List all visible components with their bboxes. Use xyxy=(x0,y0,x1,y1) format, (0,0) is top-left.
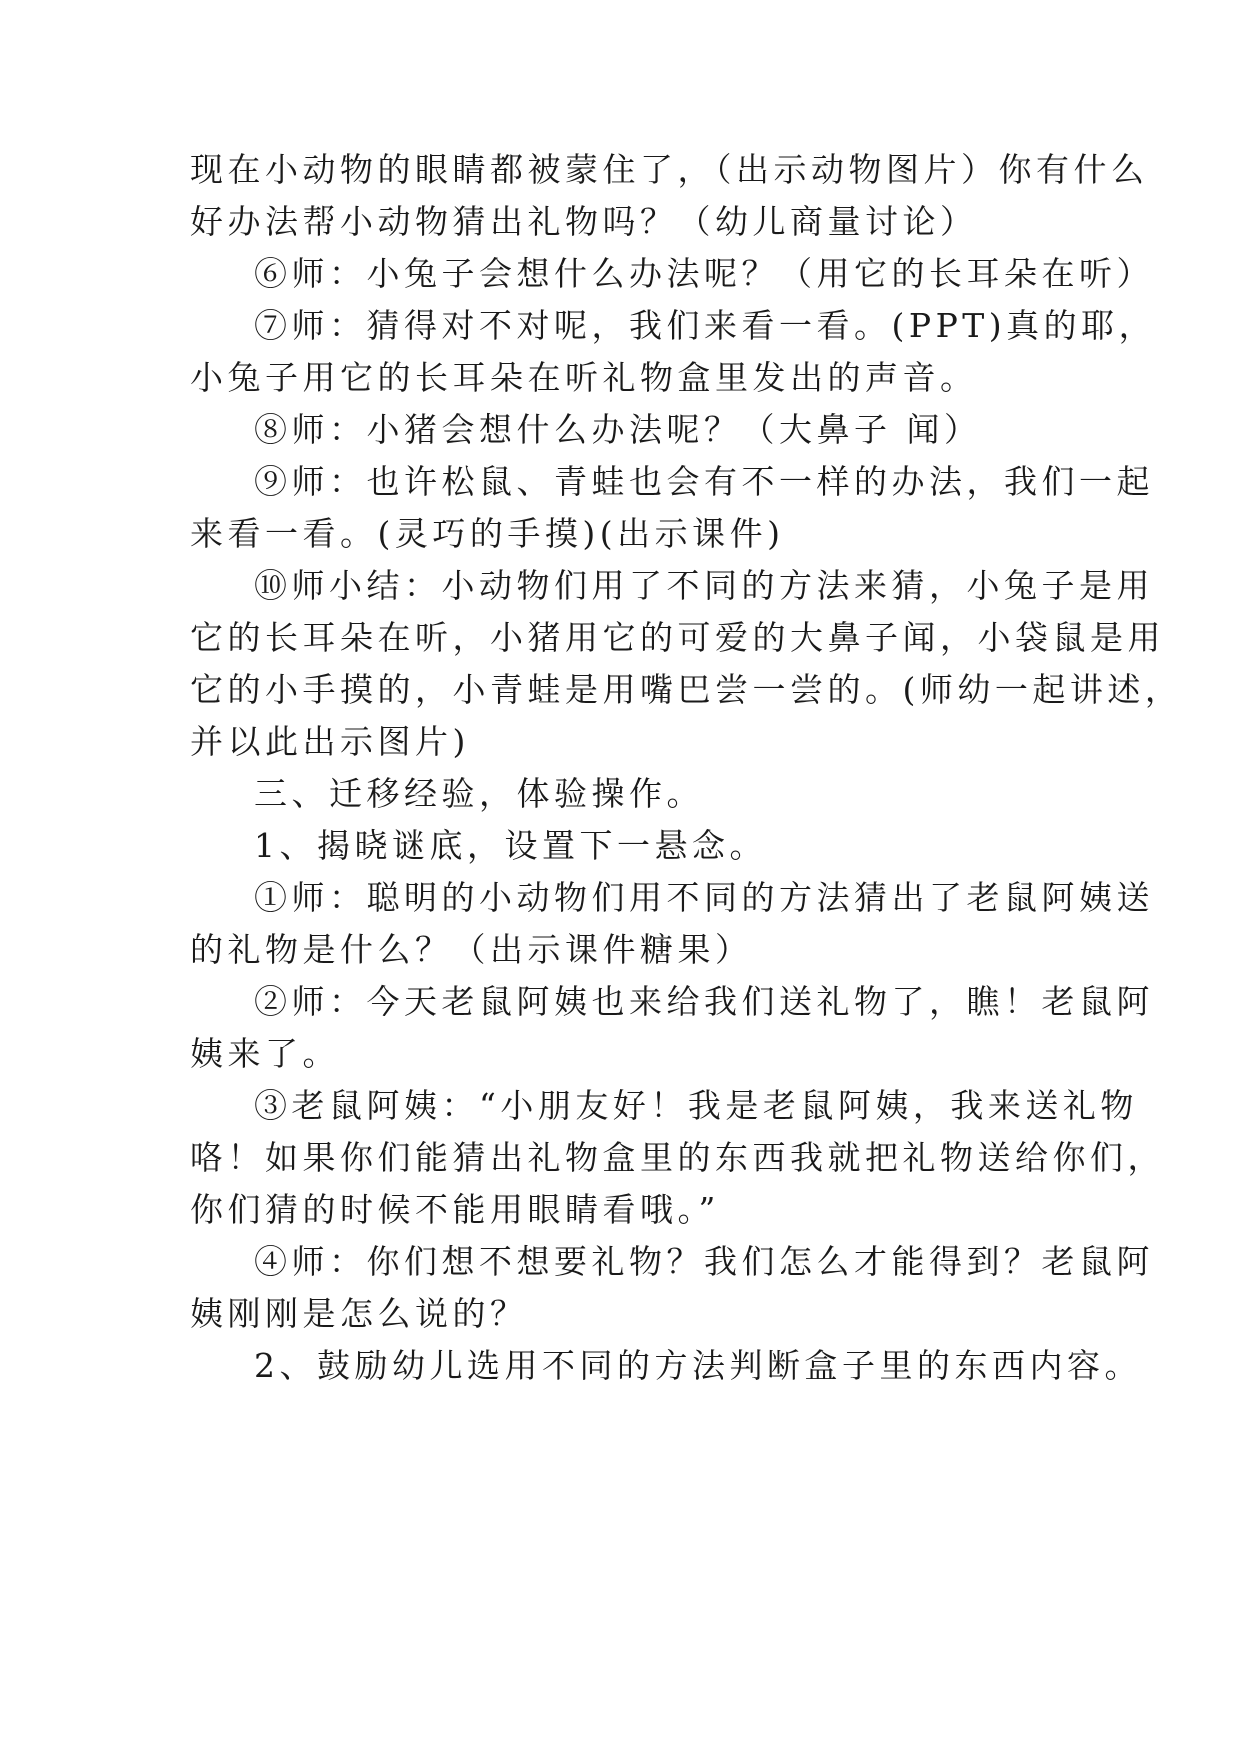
text-line: 好办法帮小动物猜出礼物吗？（幼儿商量讨论） xyxy=(190,202,978,241)
text-line: 咯！如果你们能猜出礼物盒里的东西我就把礼物送给你们， xyxy=(190,1138,1165,1177)
text-line: 现在小动物的眼睛都被蒙住了，（出示动物图片）你有什么 xyxy=(190,150,1149,189)
text-line: 它的长耳朵在听，小猪用它的可爱的大鼻子闻，小袋鼠是用 xyxy=(190,618,1165,657)
text-line: ③老鼠阿姨：“小朋友好！我是老鼠阿姨，我来送礼物 xyxy=(254,1086,1138,1125)
text-line: 的礼物是什么？（出示课件糖果） xyxy=(190,930,753,969)
text-line: 来看一看。(灵巧的手摸)(出示课件) xyxy=(190,514,785,553)
subsection-heading: 1、揭晓谜底，设置下一悬念。 xyxy=(254,826,767,865)
text-line: ⑥师：小兔子会想什么办法呢？（用它的长耳朵在听） xyxy=(254,254,1154,293)
section-heading: 三、迁移经验，体验操作。 xyxy=(254,774,704,813)
text-line: ①师：聪明的小动物们用不同的方法猜出了老鼠阿姨送 xyxy=(254,878,1154,917)
text-line: ④师：你们想不想要礼物？我们怎么才能得到？老鼠阿 xyxy=(254,1242,1154,1281)
text-line: 你们猜的时候不能用眼睛看哦。” xyxy=(190,1190,720,1229)
text-line: ⑩师小结：小动物们用了不同的方法来猜，小兔子是用 xyxy=(254,566,1154,605)
text-line: 并以此出示图片) xyxy=(190,722,470,761)
text-line: 小兔子用它的长耳朵在听礼物盒里发出的声音。 xyxy=(190,358,978,397)
text-line: ②师：今天老鼠阿姨也来给我们送礼物了，瞧！老鼠阿 xyxy=(254,982,1154,1021)
text-line: ⑧师：小猪会想什么办法呢？（大鼻子 闻） xyxy=(254,410,982,449)
text-line: 它的小手摸的，小青蛙是用嘴巴尝一尝的。(师幼一起讲述， xyxy=(190,670,1183,709)
text-line: ⑨师：也许松鼠、青蛙也会有不一样的办法，我们一起 xyxy=(254,462,1154,501)
text-line: 姨来了。 xyxy=(190,1034,340,1073)
text-line: ⑦师：猜得对不对呢，我们来看一看。(PPT)真的耶， xyxy=(254,306,1157,345)
subsection-heading: 2、鼓励幼儿选用不同的方法判断盒子里的东西内容。 xyxy=(254,1346,1142,1385)
text-line: 姨刚刚是怎么说的？ xyxy=(190,1294,528,1333)
